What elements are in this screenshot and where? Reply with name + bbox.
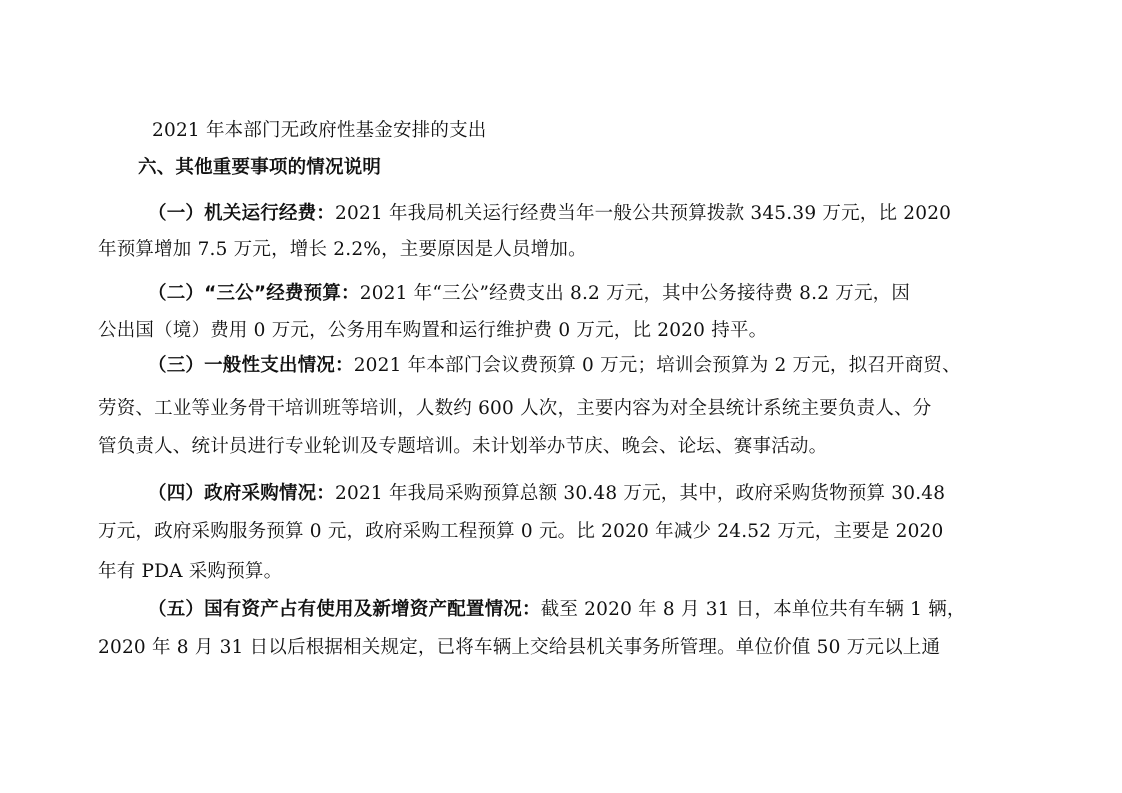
item5-text-line1: 截至 2020 年 8 月 31 日，本单位共有车辆 1 辆， [540, 599, 966, 620]
item4-title: （四）政府采购情况： [148, 483, 336, 504]
item3-text-line1: 2021 年本部门会议费预算 0 万元；培训会预算为 2 万元，拟召开商贸、 [353, 355, 961, 376]
item4-first-line [148, 481, 1078, 507]
item1-first-line [148, 201, 1078, 227]
item3-first-line [148, 353, 1078, 379]
item3-text-line2: 劳资、工业等业务骨干培训班等培训，人数约 600 人次，主要内容为对全县统计系统主要负责人、分 [98, 398, 932, 419]
item4-text-line1: 2021 年我局采购预算总额 30.48 万元，其中，政府采购货物预算 30.48 [335, 483, 946, 504]
item3-title: （三）一般性支出情况： [148, 355, 354, 376]
section6-heading: 六、其他重要事项的情况说明 [138, 157, 382, 178]
fund-statement: 2021 年本部门无政府性基金安排的支出 [152, 120, 487, 141]
item5-title: （五）国有资产占有使用及新增资产配置情况： [148, 599, 541, 620]
item4-text-line3: 年有 PDA 采购预算。 [98, 561, 283, 582]
item1-title: （一）机关运行经费： [148, 203, 336, 224]
item3-text-line3: 管负责人、统计员进行专业轮训及专题培训。未计划举办节庆、晚会、论坛、赛事活动。 [98, 436, 828, 457]
item1-text-line2: 年预算增加 7.5 万元，增长 2.2%，主要原因是人员增加。 [98, 239, 587, 260]
item2-first-line [148, 281, 1078, 307]
item5-text-line2: 2020 年 8 月 31 日以后根据相关规定，已将车辆上交给县机关事务所管理。单位价值 50 万元以上通 [98, 637, 941, 658]
item2-text-line2: 公出国（境）费用 0 万元，公务用车购置和运行维护费 0 万元，比 2020 持平。 [98, 320, 768, 341]
item1-text-line1: 2021 年我局机关运行经费当年一般公共预算拨款 345.39 万元，比 2020 [335, 203, 952, 224]
item4-text-line2: 万元，政府采购服务预算 0 元，政府采购工程预算 0 元。比 2020 年减少 24.52 万元，主要是 2020 [98, 521, 944, 542]
item5-first-line [148, 597, 1078, 623]
item2-title: （二）“三公”经费预算： [148, 283, 360, 304]
item2-text-line1: 2021 年“三公”经费支出 8.2 万元，其中公务接待费 8.2 万元，因 [359, 283, 911, 304]
